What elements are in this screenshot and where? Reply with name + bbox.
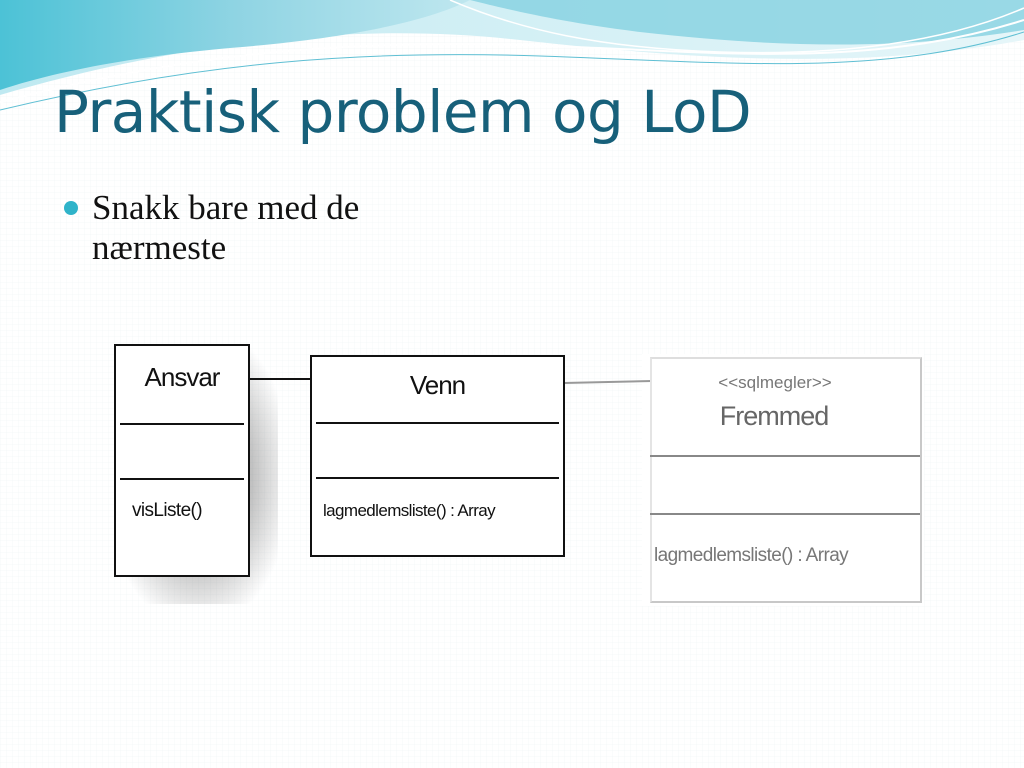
attr-divider-ansvar [120,423,244,425]
class-name-venn: Venn [409,370,466,400]
class-name-ansvar: Ansvar [144,362,220,392]
method-divider-ansvar [120,478,244,480]
bullet-text-line-2: nærmeste [92,228,227,267]
attr-divider-fremmed [650,455,920,457]
method-divider-venn [316,477,559,479]
method-lagmedlemsliste-venn: lagmedlemsliste() : Array [323,501,496,520]
method-lagmedlemsliste-fremmed: lagmedlemsliste() : Array [654,545,849,566]
attr-divider-venn [316,422,559,424]
method-divider-fremmed [650,513,920,515]
uml-class-venn[interactable] [310,355,565,557]
uml-class-ansvar[interactable] [114,344,250,577]
stereotype-sqlmegler: <<sqlmegler>> [718,373,832,392]
class-name-fremmed: Fremmed [719,401,829,431]
bullet-text-line-1: Snakk bare med de [92,188,360,227]
method-vis-liste: visListe() [132,500,203,521]
slide-title: Praktisk problem og LoD [54,78,752,146]
uml-class-fremmed[interactable] [650,357,922,603]
